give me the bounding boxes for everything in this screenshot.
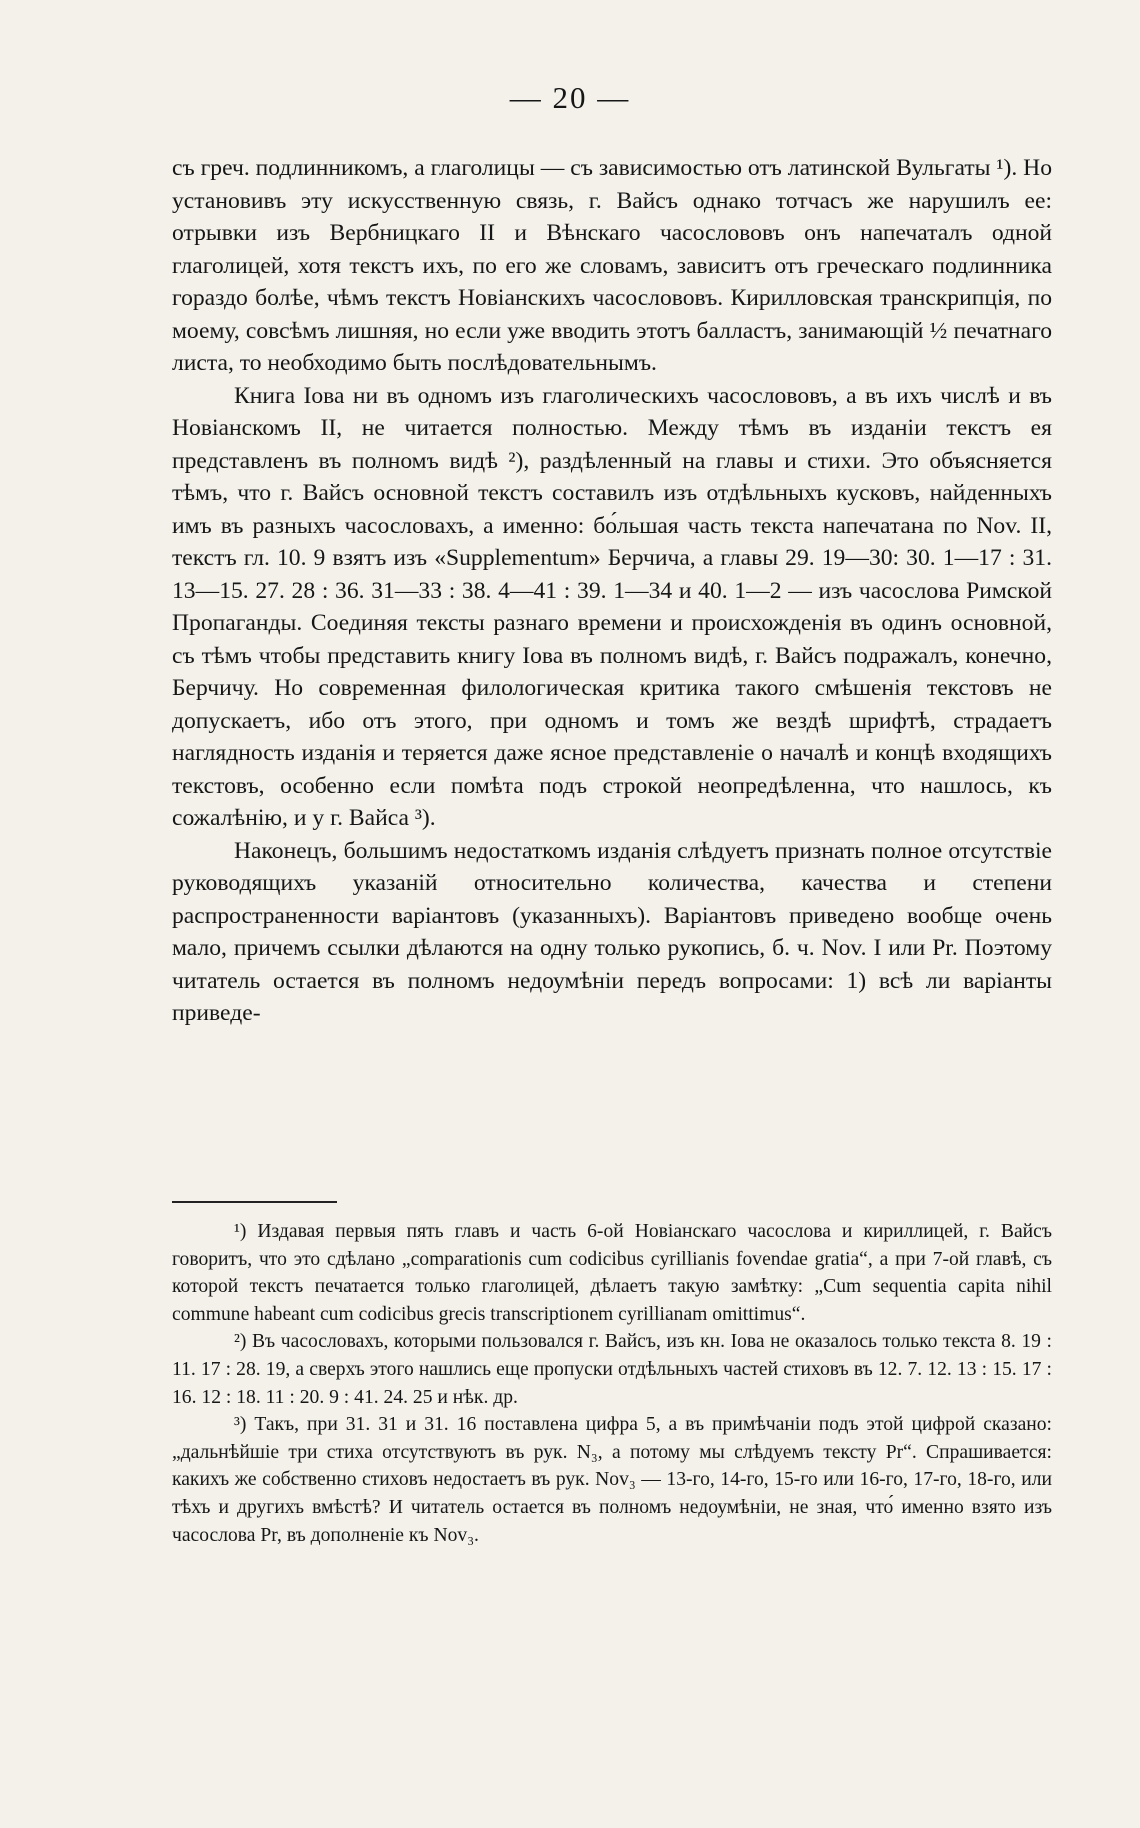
main-text bbox=[172, 152, 1052, 1030]
footnote-1: ¹) Издавая первыя пять главъ и часть 6-ой Новіанскаго часослова и кириллицей, г. Вайсъ говоритъ, что это сдѣлано „comparationis cum codicibus cyrillianis fovendae gratia“, а при 7-ой главѣ, съ которой текстъ печатается только глаголицей, дѣлаетъ такую замѣтку: „Cum sequentia capita nihil commune habeant cum codicibus grecis transcriptionem cyrillianam omittimus“. bbox=[172, 1221, 1052, 1325]
footnote-3: ³) Такъ, при 31. 31 и 31. 16 поставлена цифра 5, а въ примѣчаніи подъ этой цифрой сказано: „дальнѣйшіе три стиха отсутствуютъ въ рук. N₃, а потому мы слѣдуемъ тексту Pr“. Спрашивается: какихъ же собственно стиховъ недостаетъ въ рук. Nov₃ — 13-го, 14-го, 15-го или 16-го, 17-го, 18-го, или тѣхъ и другихъ вмѣстѣ? И читатель остается въ полномъ недоумѣніи, не зная, что́ именно взято изъ часослова Pr, въ дополненіе къ Nov₃. bbox=[172, 1414, 1052, 1546]
page-number: — 20 — bbox=[509, 80, 631, 115]
footnotes bbox=[172, 1218, 1052, 1549]
paragraph-2: Книга Іова ни въ одномъ изъ глаголическихъ часослововъ, а въ ихъ числѣ и въ Новіанскомъ II, не читается полностью. Между тѣмъ въ изданіи текстъ ея представленъ въ полномъ видѣ ²), раздѣленный на главы и стихи. Это объясняется тѣмъ, что г. Вайсъ основной текстъ составилъ изъ отдѣльныхъ кусковъ, найденныхъ имъ въ разныхъ часословахъ, а именно: бо́льшая часть текста напечатана по Nov. II, текстъ гл. 10. 9 взятъ изъ «Supplementum» Берчича, а главы 29. 19—30: 30. 1—17 : 31. 13—15. 27. 28 : 36. 31—33 : 38. 4—41 : 39. 1—34 и 40. 1—2 — изъ часослова Римской Пропаганды. Соединяя тексты разнаго времени и происхожденія въ одинъ основной, съ тѣмъ чтобы представить книгу Іова въ полномъ видѣ, г. Вайсъ подражалъ, конечно, Берчичу. Но современная филологическая критика такого смѣшенія текстовъ не допускаетъ, ибо отъ этого, при одномъ и томъ же вездѣ шрифтѣ, страдаетъ наглядность изданія и теряется даже ясное представленіе о началѣ и концѣ входящихъ текстовъ, особенно если помѣта подъ строкой неопредѣленна, что нашлось, къ сожалѣнію, и у г. Вайса ³). bbox=[172, 382, 1052, 831]
paragraph-1: съ греч. подлинникомъ, а глаголицы — съ зависимостью отъ латинской Вульгаты ¹). Но установивъ эту искусственную связь, г. Вайсъ однако тотчасъ же нарушилъ ее: отрывки изъ Вербницкаго II и Вѣнскаго часослововъ онъ напечаталъ одной глаголицей, хотя текстъ ихъ, по его же словамъ, зависитъ отъ греческаго подлинника гораздо болѣе, чѣмъ текстъ Новіанскихъ часослововъ. Кирилловская транскрипція, по моему, совсѣмъ лишняя, но если уже вводить этотъ балластъ, занимающій ½ печатнаго листа, то необходимо быть послѣдовательнымъ. bbox=[172, 155, 1052, 376]
paragraph-3: Наконецъ, большимъ недостаткомъ изданія слѣдуетъ признать полное отсутствіе руководящихъ указаній относительно количества, качества и степени распространенности варіантовъ (указанныхъ). Варіантовъ приведено вообще очень мало, причемъ ссылки дѣлаются на одну только рукопись, б. ч. Nov. I или Pr. Поэтому читатель остается въ полномъ недоумѣніи передъ вопросами: 1) всѣ ли варіанты приведе- bbox=[172, 837, 1052, 1026]
footnote-divider bbox=[172, 1201, 337, 1203]
footnote-2: ²) Въ часословахъ, которыми пользовался г. Вайсъ, изъ кн. Іова не оказалось только текста 8. 19 : 11. 17 : 28. 19, а сверхъ этого нашлись еще пропуски отдѣльныхъ частей стиховъ въ 12. 7. 12. 13 : 15. 17 : 16. 12 : 18. 11 : 20. 9 : 41. 24. 25 и нѣк. др. bbox=[172, 1331, 1052, 1408]
